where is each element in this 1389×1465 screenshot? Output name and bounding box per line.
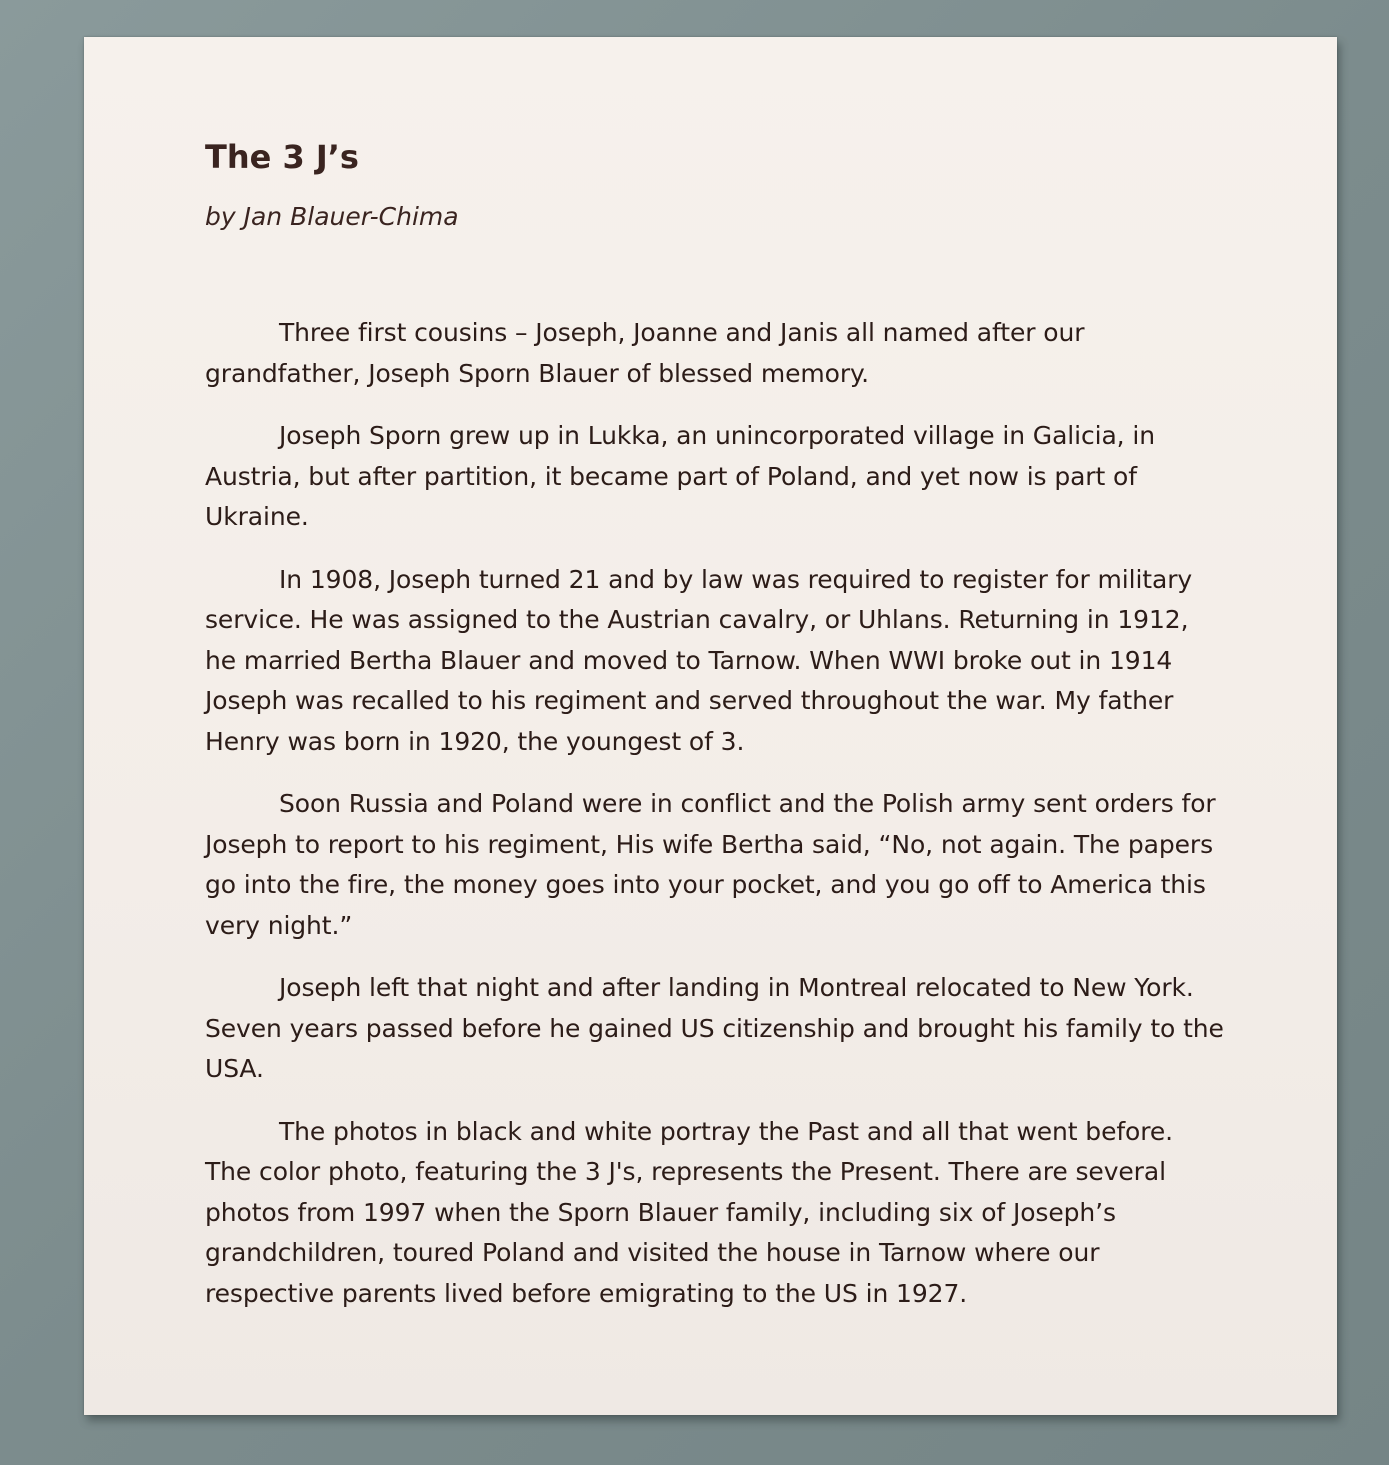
paragraph-cousins: Three first cousins – Joseph, Joanne and Janis all named after our grandfather, Joseph Sporn Blauer of blessed memory. <box>205 318 1085 388</box>
paragraph-military-service: In 1908, Joseph turned 21 and by law was required to register for military service. He was assigned to the Austrian cavalry, or Uhlans. Returning in 1912, he married Bertha Blauer and moved to Tarnow. When WWI broke out in 1914 Joseph was recalled to his regiment and served throughout the war. My father Henry was born in 1920, the youngest of 3. <box>205 564 1193 756</box>
placard-title: The 3 J’s <box>205 138 359 176</box>
placard-card <box>84 37 1337 1415</box>
paragraph-conflict: Soon Russia and Poland were in conflict and the Polish army sent orders for Joseph to report to his regiment, His wife Bertha said, “No, not again. The papers go into the fire, the money goes into your pocket, and you go off to America this very night.” <box>205 789 1216 940</box>
paragraph-photos: The photos in black and white portray the Past and all that went before. The color photo, featuring the 3 J's, represents the Present. There are several photos from 1997 when the Sporn Blauer family, including six of Joseph’s grandchildren, toured Poland and visited the house in Tarnow where our respective parents lived before emigrating to the US in 1927. <box>205 1116 1173 1308</box>
placard-byline: by Jan Blauer-Chima <box>205 202 459 231</box>
paragraph-emigration: Joseph left that night and after landing in Montreal relocated to New York. Seven years passed before he gained US citizenship and brought his family to the USA. <box>205 973 1224 1083</box>
paragraph-origin: Joseph Sporn grew up in Lukka, an unincorporated village in Galicia, in Austria, but after partition, it became part of Poland, and yet now is part of Ukraine. <box>205 421 1155 531</box>
placard-body <box>205 313 1227 1314</box>
